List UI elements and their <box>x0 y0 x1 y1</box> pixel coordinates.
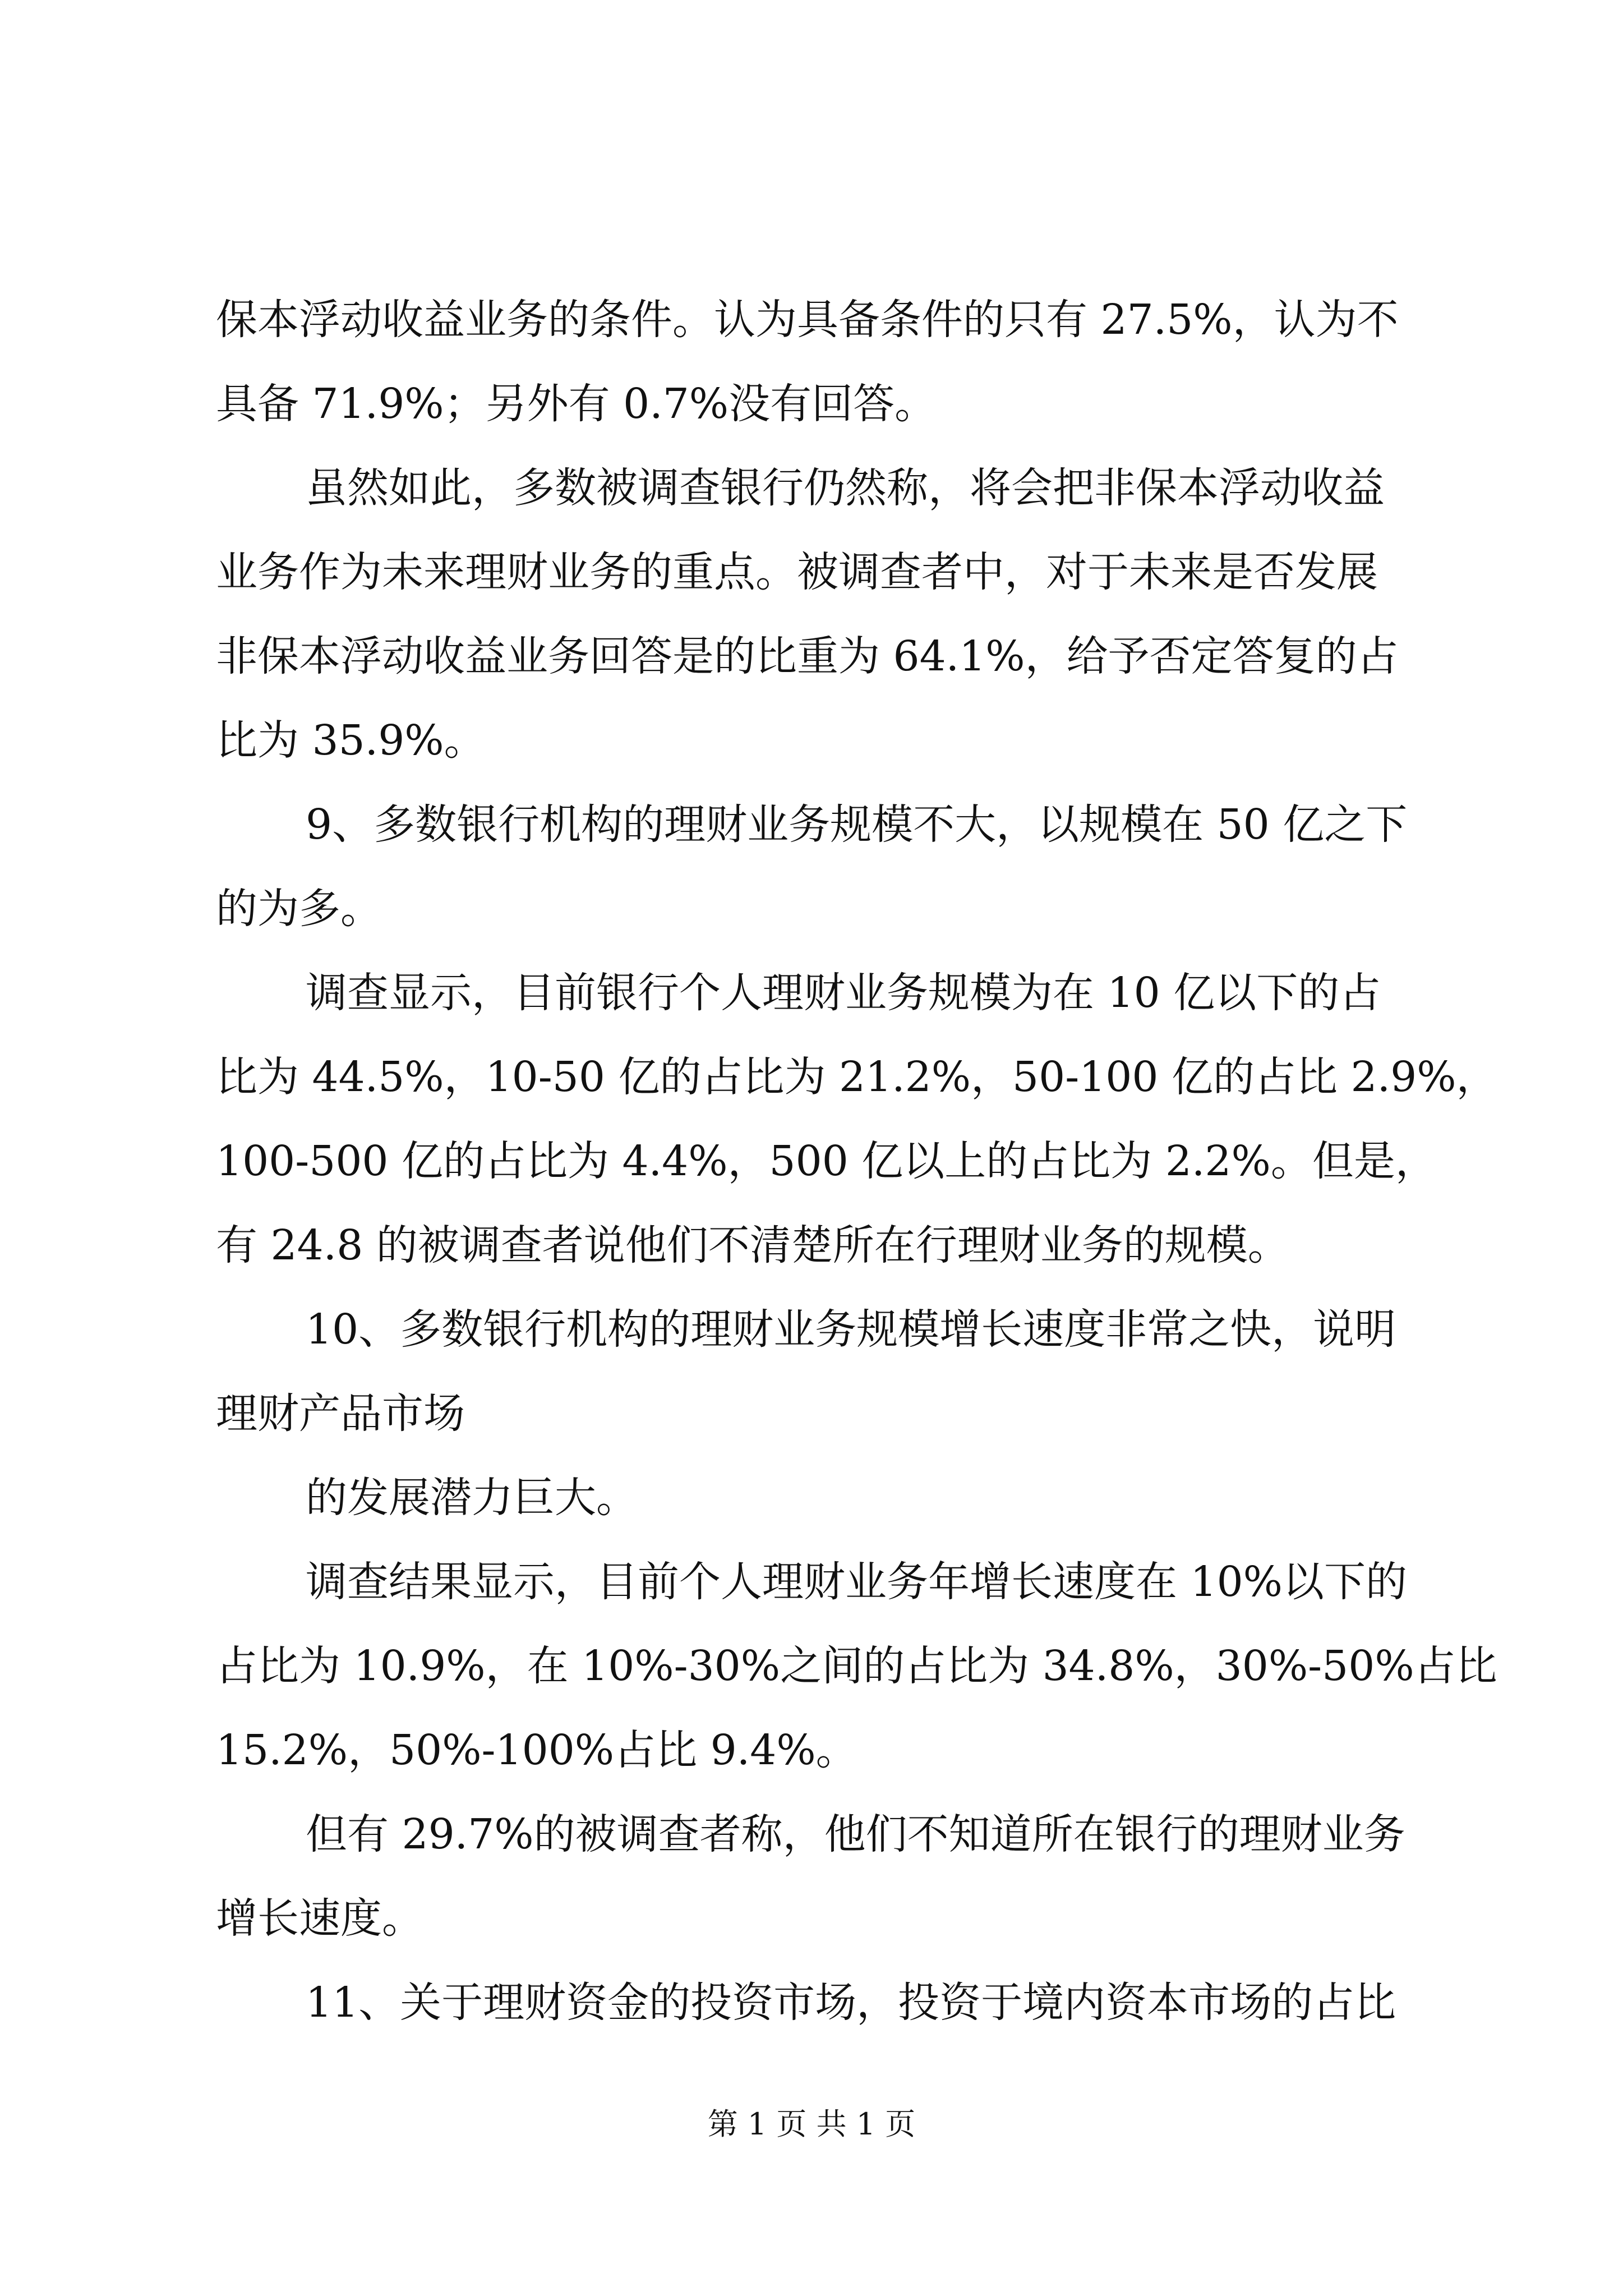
text-line: 业务作为未来理财业务的重点。被调查者中，对于未来是否发展 <box>216 548 1378 596</box>
text-line: 的发展潜力巨大。 <box>306 1474 638 1522</box>
text-line: 增长速度。 <box>216 1894 423 1943</box>
section-heading: 9、多数银行机构的理财业务规模不大，以规模在 50 亿之下 <box>306 800 1408 849</box>
text-line: 保本浮动收益业务的条件。认为具备条件的只有 27.5%，认为不 <box>216 296 1399 344</box>
paragraph-start: 虽然如此，多数被调查银行仍然称，将会把非保本浮动收益 <box>306 464 1385 512</box>
paragraph-start: 但有 29.7%的被调查者称，他们不知道所在银行的理财业务 <box>306 1810 1405 1858</box>
text-line: 的为多。 <box>216 885 382 933</box>
text-line: 比为 35.9%。 <box>216 716 486 765</box>
text-line: 理财产品市场 <box>216 1389 465 1438</box>
section-heading: 10、多数银行机构的理财业务规模增长速度非常之快，说明 <box>306 1305 1396 1354</box>
section-heading: 11、关于理财资金的投资市场，投资于境内资本市场的占比 <box>306 1978 1396 2027</box>
text-line: 100-500 亿的占比为 4.4%，500 亿以上的占比为 2.2%。但是， <box>216 1137 1437 1185</box>
text-line: 比为 44.5%，10-50 亿的占比为 21.2%，50-100 亿的占比 2.9%， <box>216 1053 1498 1101</box>
text-line: 具备 71.9%；另外有 0.7%没有回答。 <box>216 380 937 428</box>
text-line: 有 24.8 的被调查者说他们不清楚所在行理财业务的规模。 <box>216 1221 1289 1269</box>
paragraph-start: 调查结果显示，目前个人理财业务年增长速度在 10%以下的 <box>306 1558 1407 1606</box>
text-line: 15.2%，50%-100%占比 9.4%。 <box>216 1726 857 1774</box>
page-footer: 第 1 页 共 1 页 <box>707 2106 916 2142</box>
text-line: 占比为 10.9%，在 10%-30%之间的占比为 34.8%，30%-50%占比 <box>216 1642 1497 1690</box>
paragraph-start: 调查显示，目前银行个人理财业务规模为在 10 亿以下的占 <box>306 969 1381 1017</box>
text-line: 非保本浮动收益业务回答是的比重为 64.1%，给予否定答复的占 <box>216 632 1399 680</box>
